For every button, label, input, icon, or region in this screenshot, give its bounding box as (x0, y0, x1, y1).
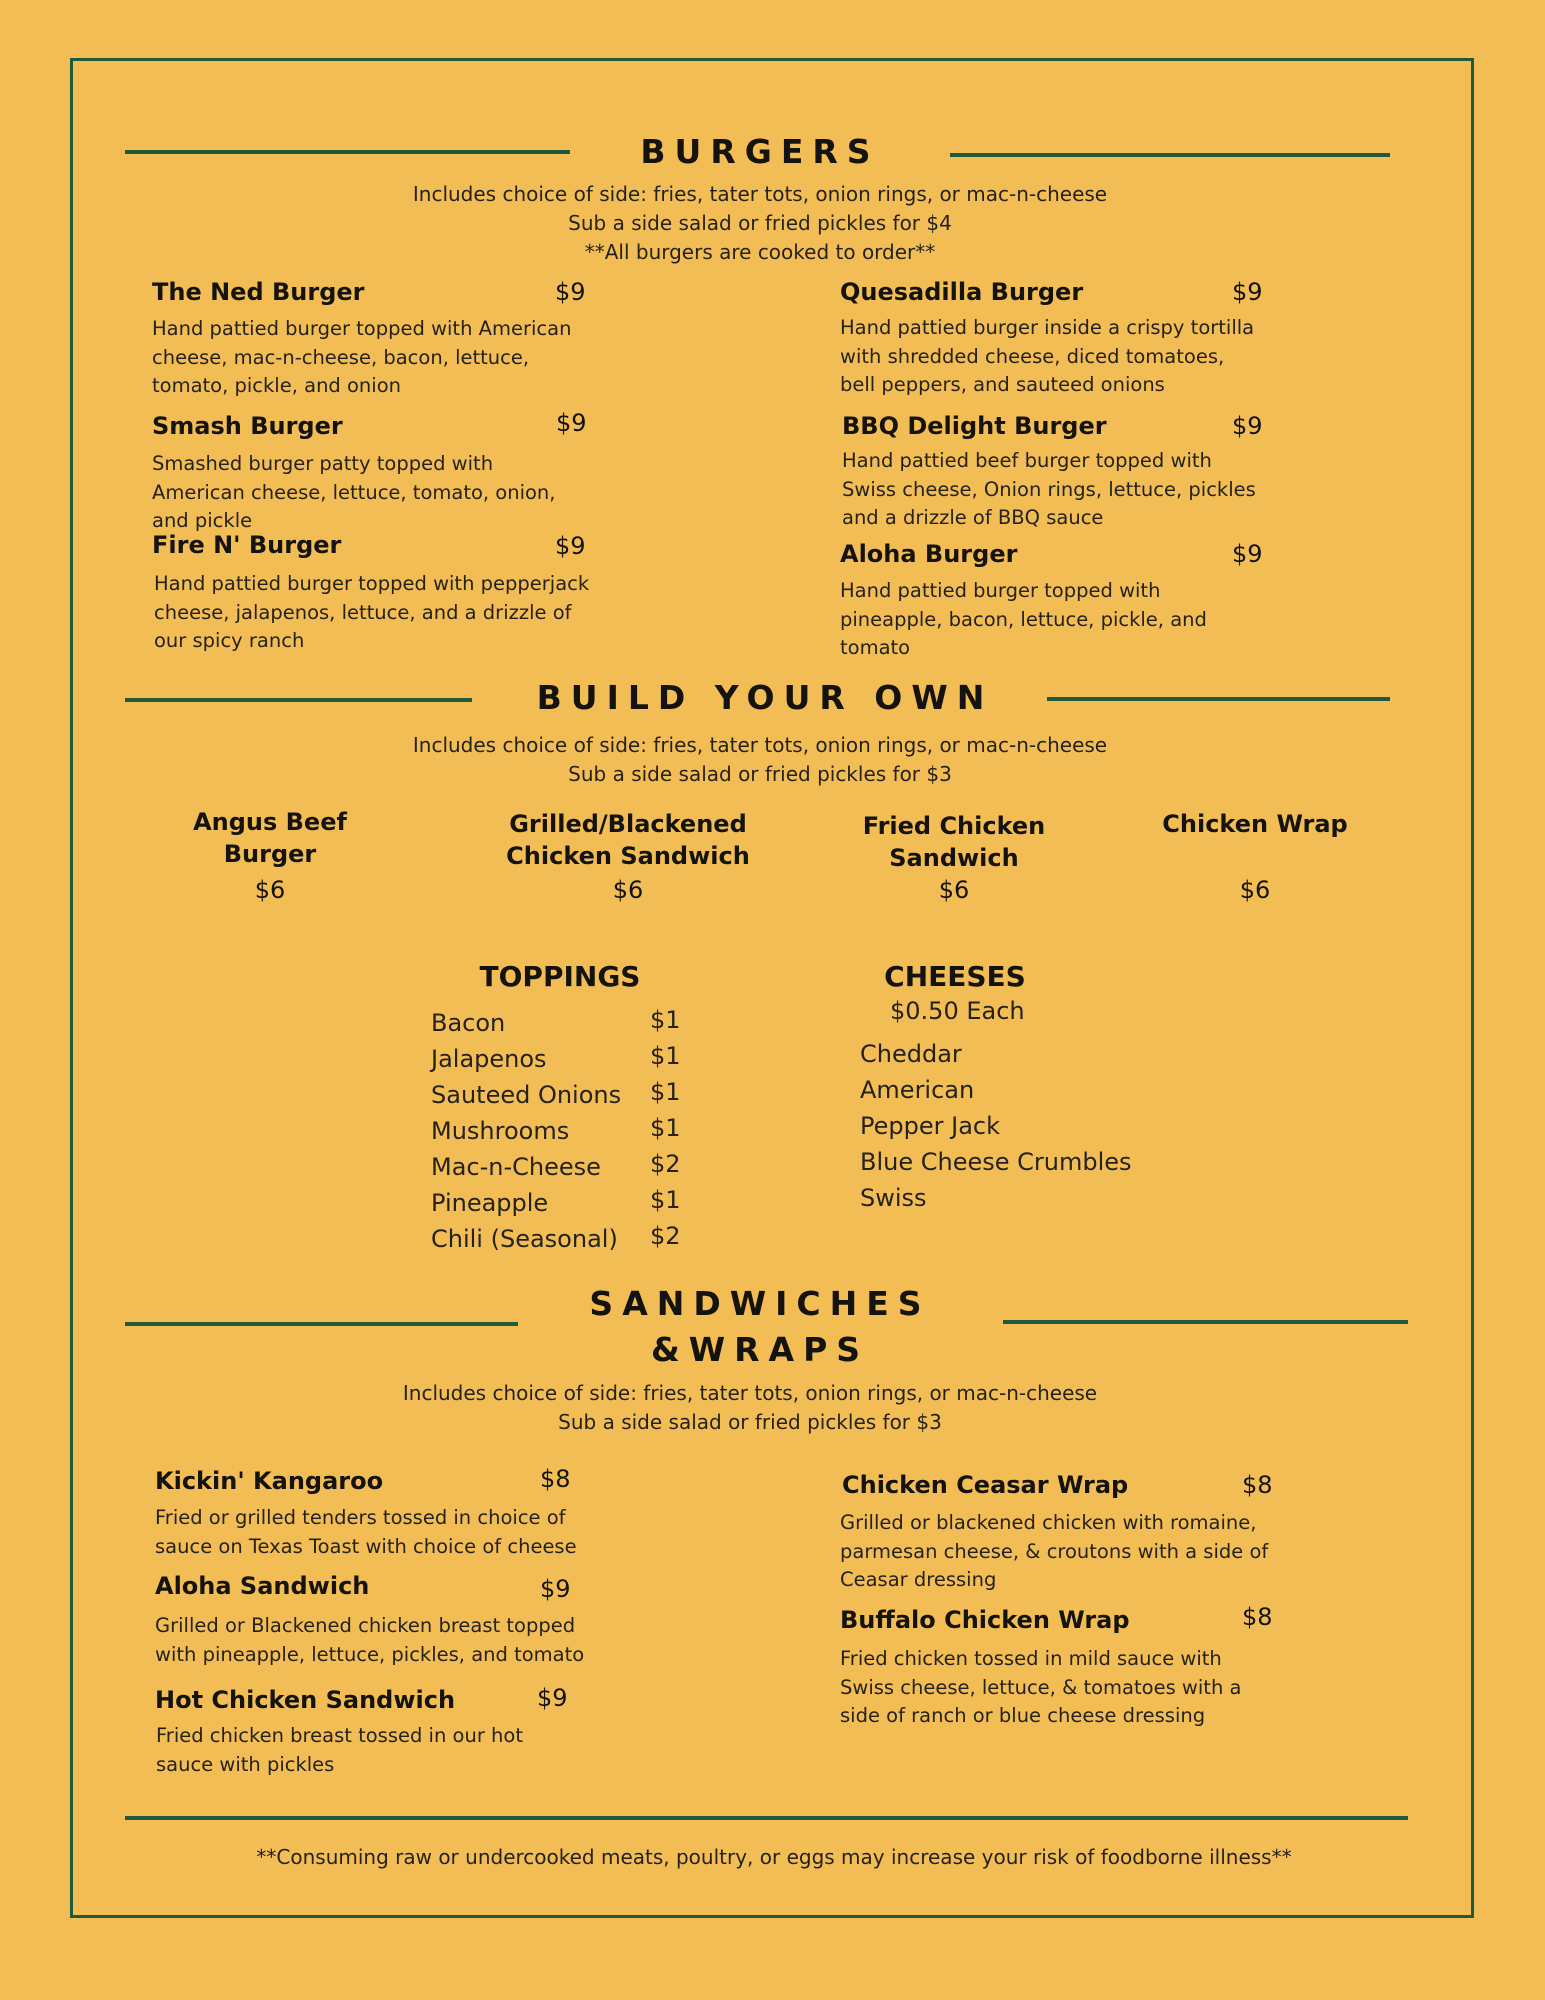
topping-price: $1 (650, 1006, 681, 1034)
menu-item-description: Hand pattied burger topped with American cheese, mac-n-cheese, bacon, lettuce, tomato, pickle, and onion (152, 317, 572, 397)
menu-item-price: $9 (555, 532, 586, 560)
menu-item-price: $9 (540, 1575, 571, 1603)
menu-item-price: $9 (555, 278, 586, 306)
burgers-rule-left (125, 150, 570, 154)
byo-base-price: $6 (612, 876, 644, 904)
topping-name: Mac-n-Cheese (431, 1153, 601, 1181)
cheese-name: Pepper Jack (860, 1112, 1000, 1140)
cheese-name: Blue Cheese Crumbles (860, 1148, 1132, 1176)
sandwiches-note-sides: Includes choice of side: fries, tater tots, onion rings, or mac-n-cheese (402, 1381, 1098, 1405)
topping-name: Bacon (431, 1009, 506, 1037)
menu-item-name: BBQ Delight Burger (842, 412, 1107, 440)
byo-note-sides: Includes choice of side: fries, tater tots, onion rings, or mac-n-cheese (412, 733, 1108, 757)
menu-item-name: Quesadilla Burger (840, 278, 1084, 306)
menu-item-name: Hot Chicken Sandwich (155, 1686, 456, 1714)
menu-item-price: $9 (537, 1684, 568, 1712)
byo-base-price: $6 (254, 876, 286, 904)
wraps-heading: &WRAPS (650, 1330, 870, 1369)
menu-item-description: Hand pattied burger inside a crispy tortilla with shredded cheese, diced tomatoes, bell peppers, and sauteed onions (840, 316, 1255, 396)
menu-item-description: Fried chicken breast tossed in our hot sauce with pickles (156, 1724, 523, 1776)
menu-item-name: The Ned Burger (152, 278, 365, 306)
topping-price: $1 (650, 1186, 681, 1214)
menu-item-description: Grilled or Blackened chicken breast topped with pineapple, lettuce, pickles, and tomato (155, 1614, 585, 1666)
menu-item-price: $9 (1232, 540, 1263, 568)
byo-base-price: $6 (938, 876, 970, 904)
cheese-name: Cheddar (860, 1040, 962, 1068)
footer-rule (125, 1816, 1408, 1820)
topping-name: Chili (Seasonal) (431, 1225, 618, 1253)
cheese-name: American (860, 1076, 975, 1104)
topping-name: Sauteed Onions (431, 1081, 622, 1109)
menu-item-price: $8 (1242, 1603, 1273, 1631)
menu-item-price: $9 (556, 409, 587, 437)
sandwiches-rule-right (1003, 1320, 1408, 1324)
menu-item-description: Smashed burger patty topped with American cheese, lettuce, tomato, onion, and pickle (152, 452, 556, 532)
byo-rule-left (125, 698, 472, 702)
burgers-rule-right (950, 153, 1390, 157)
burgers-note-cooked: **All burgers are cooked to order** (584, 240, 936, 264)
topping-price: $1 (650, 1078, 681, 1106)
menu-item-description: Fried chicken tossed in mild sauce with Swiss cheese, lettuce, & tomatoes with a side of ranch or blue cheese dressing (840, 1647, 1242, 1727)
burgers-note-sides: Includes choice of side: fries, tater tots, onion rings, or mac-n-cheese (412, 182, 1108, 206)
menu-item-description: Hand pattied burger topped with pepperjack cheese, jalapenos, lettuce, and a drizzle of our spicy ranch (154, 572, 590, 652)
menu-item-name: Chicken Ceasar Wrap (842, 1471, 1129, 1499)
menu-item-price: $8 (540, 1465, 571, 1493)
cheeses-heading: CHEESES (884, 960, 1026, 993)
byo-heading: BUILD YOUR OWN (536, 678, 994, 717)
menu-item-description: Hand pattied beef burger topped with Swiss cheese, Onion rings, lettuce, pickles and a drizzle of BBQ sauce (842, 449, 1256, 529)
byo-rule-right (1047, 697, 1390, 701)
menu-item-description: Grilled or blackened chicken with romaine, parmesan cheese, & croutons with a side of Ceasar dressing (840, 1511, 1269, 1591)
byo-base-price: $6 (1239, 876, 1271, 904)
sandwiches-note-sub: Sub a side salad or fried pickles for $3 (558, 1410, 942, 1434)
menu-item-price: $9 (1232, 278, 1263, 306)
menu-item-name: Smash Burger (152, 412, 343, 440)
topping-name: Jalapenos (431, 1045, 547, 1073)
menu-item-name: Buffalo Chicken Wrap (840, 1606, 1130, 1634)
topping-name: Mushrooms (431, 1117, 570, 1145)
cheese-name: Swiss (860, 1184, 927, 1212)
topping-price: $2 (650, 1150, 681, 1178)
byo-base-name: Grilled/Blackened Chicken Sandwich (506, 810, 750, 870)
byo-base-name: Fried Chicken Sandwich (862, 812, 1046, 872)
topping-price: $1 (650, 1042, 681, 1070)
sandwiches-rule-left (125, 1322, 518, 1326)
byo-base-name: Angus Beef Burger (193, 808, 347, 868)
menu-item-name: Fire N' Burger (152, 531, 342, 559)
burgers-note-sub: Sub a side salad or fried pickles for $4 (568, 211, 952, 235)
menu-item-name: Kickin' Kangaroo (155, 1467, 384, 1495)
menu-item-price: $9 (1232, 412, 1263, 440)
sandwiches-heading: SANDWICHES (589, 1284, 931, 1323)
toppings-heading: TOPPINGS (479, 960, 641, 993)
byo-note-sub: Sub a side salad or fried pickles for $3 (568, 762, 952, 786)
cheeses-price: $0.50 Each (890, 997, 1025, 1025)
menu-item-name: Aloha Sandwich (155, 1572, 370, 1600)
menu-item-description: Hand pattied burger topped with pineapple, bacon, lettuce, pickle, and tomato (840, 579, 1207, 659)
menu-item-price: $8 (1242, 1471, 1273, 1499)
menu-item-name: Aloha Burger (840, 540, 1018, 568)
burgers-heading: BURGERS (640, 132, 880, 171)
menu-item-description: Fried or grilled tenders tossed in choice of sauce on Texas Toast with choice of cheese (155, 1506, 577, 1558)
topping-price: $2 (650, 1222, 681, 1250)
topping-name: Pineapple (431, 1189, 549, 1217)
foodborne-warning: **Consuming raw or undercooked meats, poultry, or eggs may increase your risk of foodborne illness** (256, 1845, 1292, 1869)
topping-price: $1 (650, 1114, 681, 1142)
byo-base-name: Chicken Wrap (1162, 810, 1348, 838)
